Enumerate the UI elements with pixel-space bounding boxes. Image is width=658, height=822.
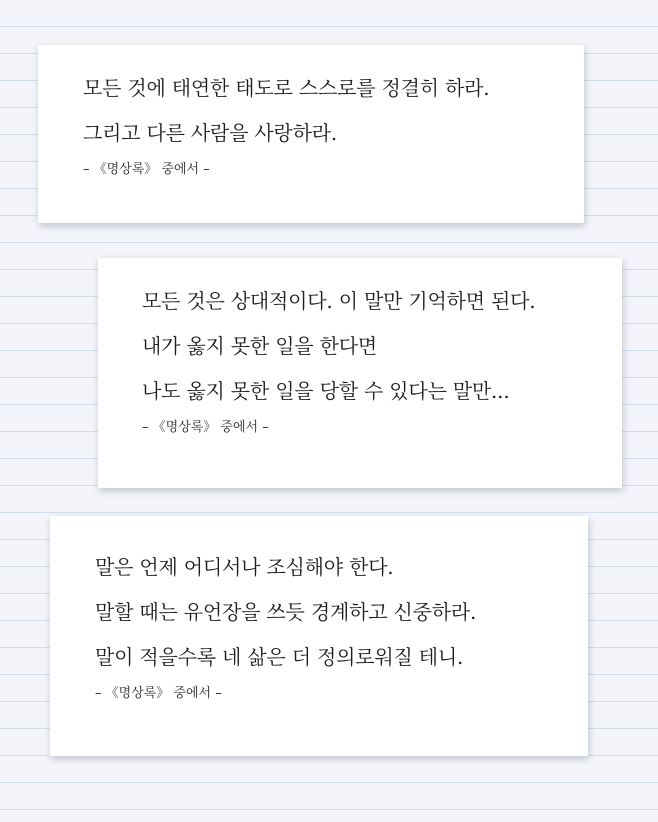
quote-card — [98, 258, 622, 488]
quote-line: 모든 것에 태연한 태도로 스스로를 정결히 하라. — [83, 76, 490, 100]
quote-source: – 《명상록》 중에서 – — [95, 686, 222, 701]
quote-source: – 《명상록》 중에서 – — [142, 420, 269, 435]
quote-line: 말이 적을수록 네 삶은 더 정의로워질 테니. — [95, 645, 464, 669]
quote-line: 말할 때는 유언장을 쓰듯 경계하고 신중하라. — [95, 600, 477, 624]
quote-card — [50, 516, 588, 756]
quote-line: 말은 언제 어디서나 조심해야 한다. — [95, 555, 394, 579]
quote-card — [38, 45, 584, 223]
quote-line: 그리고 다른 사람을 사랑하라. — [83, 121, 338, 145]
quote-source: – 《명상록》 중에서 – — [83, 162, 210, 177]
quote-line: 모든 것은 상대적이다. 이 말만 기억하면 된다. — [142, 289, 536, 313]
quote-line: 내가 옳지 못한 일을 한다면 — [142, 334, 377, 358]
quote-line: 나도 옳지 못한 일을 당할 수 있다는 말만... — [142, 379, 510, 403]
